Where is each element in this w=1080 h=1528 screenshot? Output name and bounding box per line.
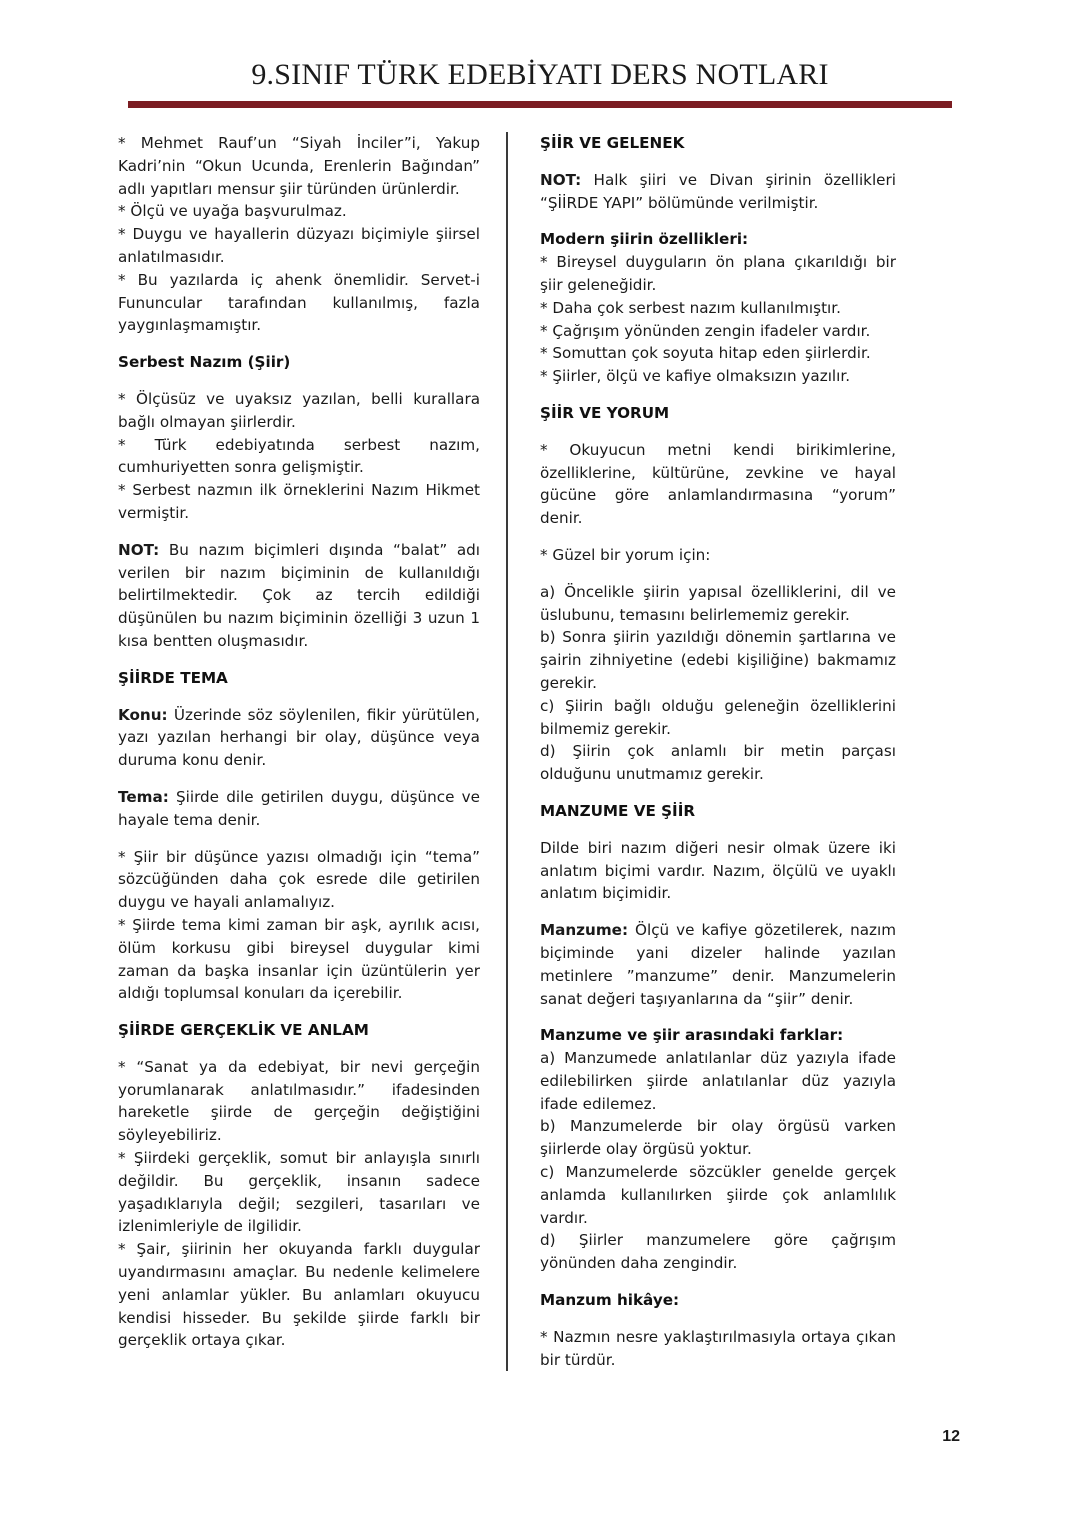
paragraph-olcusuz-uyaksiz: * Ölçüsüz ve uyaksız yazılan, belli kurallara bağlı olmayan şiirlerdir. [118,389,480,431]
heading-siirde-tema: ŞİİRDE TEMA [118,668,228,687]
list-item-yorum-c: c) Şiirin bağlı olduğu geleneğin özelliklerini bilmemiz gerekir. [540,696,896,738]
paragraph-sair-anlamlar: * Şair, şiirinin her okuyanda farklı duygular uyandırmasını amaçlar. Bu nedenle kelimelere yeni anlamlar yükler. Bu anlamları okuyucu kendisi hisseder. Bu şekilde şiirde farklı bir gerçeklik ortaya çıkar. [118,1240,480,1350]
paragraph-tema-ornekler: * Şiirde tema kimi zaman bir aşk, ayrılık acısı, ölüm korkusu gibi bireysel duygular kimi zaman da başka insanlar için üzüntülerin yer aldığı toplumsal konuları da içerebilir. [118,915,480,1003]
note-label: NOT: [118,540,160,559]
konu-label: Konu: [118,705,168,724]
list-item-fark-c: c) Manzumelerde sözcükler genelde gerçek anlamda kullanılırken şiirde çok anlamlılık vardır. [540,1163,896,1227]
definition-tema [118,786,480,832]
paragraph-sanat-edebiyat: * “Sanat ya da edebiyat, bir nevi gerçeğin yorumlanarak anlatılmasıdır.” ifadesinden hareketle şiirde de gerçeğin değiştiğini söyleyebiliriz. [118,1057,480,1145]
paragraph-mensur-siir-examples: * Mehmet Rauf’un “Siyah İnciler”i, Yakup Kadri’nin “Okun Ucunda, Erenlerin Bağından” adlı yapıtları mensur şiir türünden ürünlerdir. [118,134,480,198]
list-item-modern-1: * Bireysel duyguların ön plana çıkarıldığı bir şiir geleneğidir. [540,253,896,294]
note-body: Bu nazım biçimleri dışında “balat” adı verilen bir nazım biçiminin de kullanıldığı belirtilmektedir. Çok az tercih edildiği düşünülen bu nazım biçiminin özelliği 3 uzun 1 kısa bentten oluşmasıdır. [118,540,480,650]
list-item-fark-a: a) Manzumede anlatılanlar düz yazıyla ifade edilebilirken şiirde anlatılanlar düz yazıyla ifade edilemez. [540,1049,896,1113]
manzume-label: Manzume: [540,921,629,940]
paragraph-nazim-nesir: Dilde biri nazım diğeri nesir olmak üzere iki anlatım biçimi vardır. Nazım, ölçülü ve uyaklı anlatım biçimidir. [540,838,896,903]
heading-manzum-hikaye: Manzum hikâye: [540,1291,680,1310]
list-item-modern-2: * Daha çok serbest nazım kullanılmıştır. [540,298,841,317]
tema-label: Tema: [118,787,169,806]
list-item-modern-4: * Somuttan çok soyuta hitap eden şiirlerdir. [540,344,871,363]
page-number: 12 [942,1428,960,1445]
paragraph-olcu-uyak: * Ölçü ve uyağa başvurulmaz. [118,202,347,221]
heading-serbest-nazim: Serbest Nazım (Şiir) [118,353,291,372]
paragraph-tema-sozcugu: * Şiir bir düşünce yazısı olmadığı için “tema” sözcüğünden daha çok esrede dile getirilen duygu ve hayali anlamalıyız. [118,847,480,912]
paragraph-nazim-hikmet: * Serbest nazmın ilk örneklerini Nazım Hikmet vermiştir. [118,481,480,522]
definition-konu [118,704,480,772]
konu-text: Üzerinde söz söylenilen, fikir yürütülen, yazı yazılan herhangi bir olay, düşünce veya duruma konu denir. [118,705,480,770]
paragraph-yorum-tanimi: * Okuyucun metni kendi birikimlerine, özelliklerine, kültürüne, zevkine ve hayal gücüne göre anlamlandırmasına “yorum” denir. [540,440,896,528]
tema-text: Şiirde dile getirilen duygu, düşünce ve hayale tema denir. [118,787,480,829]
list-item-fark-d: d) Şiirler manzumelere göre çağrışım yönünden daha zengindir. [540,1231,896,1273]
left-column [118,132,504,1371]
list-item-modern-3: * Çağrışım yönünden zengin ifadeler vardır. [540,321,871,340]
definition-manzume [540,919,896,1010]
right-column [510,132,896,1371]
heading-manzume-ve-siir: MANZUME VE ŞİİR [540,801,696,820]
heading-siirde-gerceklik-ve-anlam: ŞİİRDE GERÇEKLİK VE ANLAM [118,1021,369,1040]
note-body: Halk şiiri ve Divan şirinin özellikleri “ŞİİRDE YAPI” bölümünde verilmiştir. [540,170,896,212]
paragraph-guzel-yorum: * Güzel bir yorum için: [540,545,711,564]
paragraph-manzum-hikaye-tanimi: * Nazmın nesre yaklaştırılmasıyla ortaya çıkan bir türdür. [540,1327,896,1369]
column-divider [506,132,508,1371]
paragraph-siirdeki-gerceklik: * Şiirdeki gerçeklik, somut bir anlayışla sınırlı değildir. Bu gerçeklik, insanın sadece yaşadıklarıyla değil; sezgileri, tasarıları ve izlenimleriyle de ilgilidir. [118,1149,480,1236]
heading-siir-ve-yorum: ŞİİR VE YORUM [540,403,670,422]
note-halk-divan [540,169,896,215]
paragraph-ic-ahenk: * Bu yazılarda iç ahenk önemlidir. Servet-i Fununcular tarafından kullanılmış, fazla yaygınlaşmamıştır. [118,270,480,335]
list-item-yorum-b: b) Sonra şiirin yazıldığı dönemin şartlarına ve şairin zihniyetine (edebi kişiliğine) bakmamız gerekir. [540,628,896,692]
note-label: NOT: [540,170,582,189]
heading-modern-siirin-ozellikleri: Modern şiirin özellikleri: [540,230,749,249]
page-title: 9.SINIF TÜRK EDEBİYATI DERS NOTLARI [251,58,829,91]
list-item-yorum-a: a) Öncelikle şiirin yapısal özelliklerini, dil ve üslubunu, temasını belirlememiz gerekir. [540,582,896,624]
list-item-yorum-d: d) Şiirin çok anlamlı bir metin parçası olduğunu unutmamız gerekir. [540,742,896,784]
two-column-body [118,132,962,1371]
heading-siir-ve-gelenek: ŞİİR VE GELENEK [540,134,685,152]
heading-manzume-siir-farklar: Manzume ve şiir arasındaki farklar: [540,1026,844,1045]
note-balat [118,539,480,653]
paragraph-turk-edebiyati-serbest: * Türk edebiyatında serbest nazım, cumhuriyetten sonra gelişmiştir. [118,435,480,477]
list-item-fark-b: b) Manzumelerde bir olay örgüsü varken şiirlerde olay örgüsü yoktur. [540,1117,896,1159]
paragraph-duygu-hayal: * Duygu ve hayallerin düzyazı biçimiyle şiirsel anlatılmasıdır. [118,225,480,266]
title-divider-rule [128,101,952,108]
list-item-modern-5: * Şiirler, ölçü ve kafiye olmaksızın yazılır. [540,367,851,386]
manzume-text: Ölçü ve kafiye gözetilerek, nazım biçiminde yani dizeler halinde yazılan metinlere ”manzume” denir. Manzumelerin sanat değeri taşıyanlarına da “şiir” denir. [540,921,896,1008]
